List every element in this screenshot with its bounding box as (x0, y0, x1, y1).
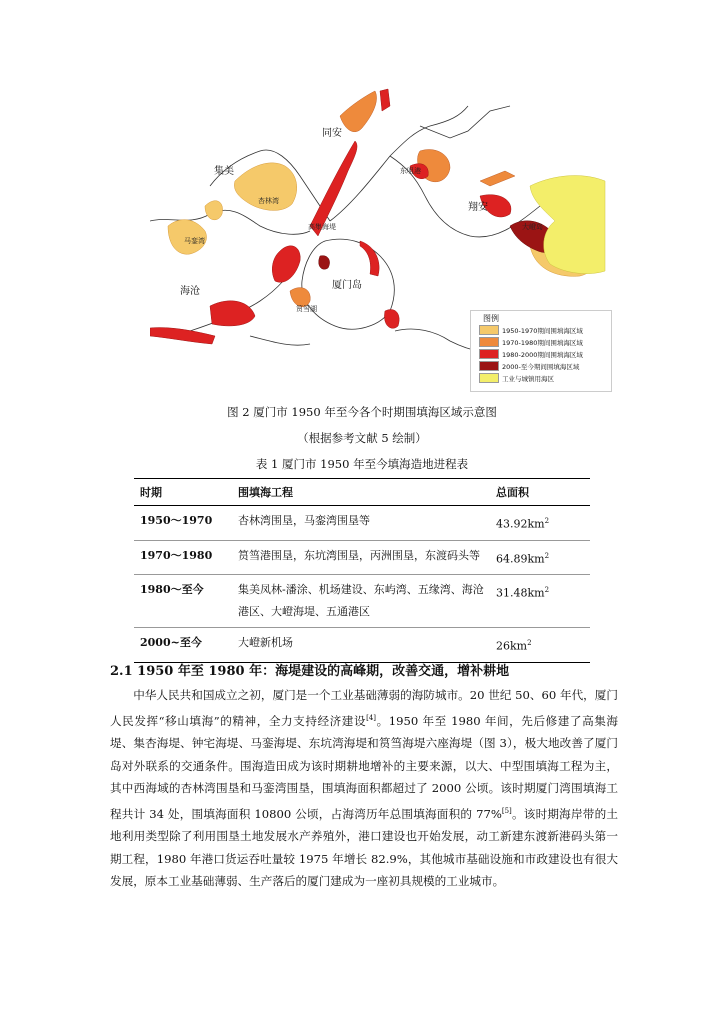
cell-area (490, 628, 590, 663)
legend-swatch (479, 337, 499, 347)
legend-swatch (479, 325, 499, 335)
table-row (134, 540, 590, 575)
label-tongan: 同安 (322, 128, 342, 139)
cell-period: 1970～1980 (134, 540, 232, 575)
paragraph-text-c: 。该时期海岸带的土地利用类型除了利用围垦土地发展水产养殖外，港口建设也开始发展，动工新建东渡新港码头第一期工程，1980 年港口货运吞吐量较 1975 年增长 82.9%，其他城市基础设施和市政建设也有很大发展，原本工业基础薄弱、生产落后的厦门建成为一座初具规模的工业城市。 (110, 806, 618, 889)
label-xinglin: 杏林湾 (258, 197, 279, 205)
area-value: 43.92km (496, 517, 545, 531)
label-dongzui: 东咀港 (400, 167, 421, 175)
label-jimei: 集美 (214, 166, 234, 177)
citation-ref: [4] (366, 713, 377, 722)
header-area: 总面积 (490, 479, 590, 506)
area-unit-sup: 2 (544, 586, 550, 595)
area-value: 31.48km (496, 586, 545, 600)
citation-ref: [5] (501, 806, 512, 815)
cell-period: 1980～至今 (134, 575, 232, 628)
label-malan: 马銮湾 (184, 237, 205, 245)
cell-projects: 集美凤林-潘涂、机场建设、东屿湾、五缘湾、海沧港区、大嶝海堤、五通港区 (232, 575, 490, 628)
reclamation-table (134, 478, 590, 663)
legend-item (479, 361, 579, 371)
section-heading: 2.1 1950 年至 1980 年：海堤建设的高峰期，改善交通，增补耕地 (110, 664, 510, 679)
legend-label: 1950-1970期间围填海区域 (502, 326, 583, 335)
section-paragraph (110, 684, 618, 893)
legend-item (479, 349, 583, 359)
label-gaoji: 高集海堤 (308, 223, 336, 231)
area-unit-sup: 2 (544, 551, 550, 560)
label-haicang: 海沧 (180, 286, 200, 297)
legend-item (479, 337, 583, 347)
figure-caption: 图 2 厦门市 1950 年至今各个时期围填海区域示意图 (227, 405, 497, 419)
label-yundang: 筼筜湖 (296, 305, 317, 313)
legend-label: 2000-至今期间围填海区域 (502, 362, 580, 371)
area-value: 64.89km (496, 552, 545, 566)
legend-item (479, 325, 583, 335)
table-header-row (134, 479, 590, 506)
table-row (134, 506, 590, 541)
header-period: 时期 (134, 479, 232, 506)
label-xiangan: 翔安 (468, 202, 488, 213)
cell-period: 2000~至今 (134, 628, 232, 663)
cell-period: 1950～1970 (134, 506, 232, 541)
cell-projects: 筼筜港围垦，东坑湾围垦，丙洲围垦，东渡码头等 (232, 540, 490, 575)
legend-swatch (479, 349, 499, 359)
figure-source-note: （根据参考文献 5 绘制） (297, 431, 427, 445)
map-legend (470, 310, 612, 392)
header-projects: 围填海工程 (232, 479, 490, 506)
legend-swatch (479, 373, 499, 383)
legend-label: 1980-2000期间围填海区域 (502, 350, 583, 359)
cell-projects: 大嶝新机场 (232, 628, 490, 663)
area-unit-sup: 2 (544, 517, 550, 525)
table-row (134, 575, 590, 628)
paragraph-text-b: 。1950 年至 1980 年间，先后修建了高集海堤、集杏海堤、钟宅海堤、马銮海堤、东坑湾海堤和筼筜海堤六座海堤（图 3），极大地改善了厦门岛对外联系的交通条件。围海造田成为该时期耕地增补的主要来源，以大、中型围填海工程为主，其中西海域的杏林湾围垦和马銮湾围垦，围填海面积都超过了 2000 公顷。该时期厦门湾围填海工程共计 34 处，围填海面积 10800 公顷，占海湾历年总围填海面积的 77% (110, 713, 618, 821)
label-xiamen-island: 厦门岛 (332, 280, 362, 291)
legend-swatch (479, 361, 499, 371)
area-value: 26km (496, 639, 528, 653)
cell-projects: 杏林湾围垦，马銮湾围垦等 (232, 506, 490, 541)
legend-item (479, 373, 554, 383)
table-caption: 表 1 厦门市 1950 年至今填海造地进程表 (255, 457, 469, 471)
area-unit-sup: 2 (527, 639, 532, 648)
cell-area (490, 540, 590, 575)
cell-area (490, 506, 590, 541)
paragraph-text-a: 中华人民共和国成立之初，厦门是一个工业基础薄弱的海防城市。20 世纪 50、60 年代，厦门人民发挥“移山填海”的精神，全力支持经济建设 (110, 688, 618, 728)
table-row (134, 628, 590, 663)
label-dadeng: 大嶝岛 (522, 223, 543, 231)
legend-label: 1970-1980期间围填海区域 (502, 338, 583, 347)
legend-title: 图例 (483, 314, 499, 323)
cell-area (490, 575, 590, 628)
legend-label: 工业与城镇用海区 (502, 374, 554, 383)
